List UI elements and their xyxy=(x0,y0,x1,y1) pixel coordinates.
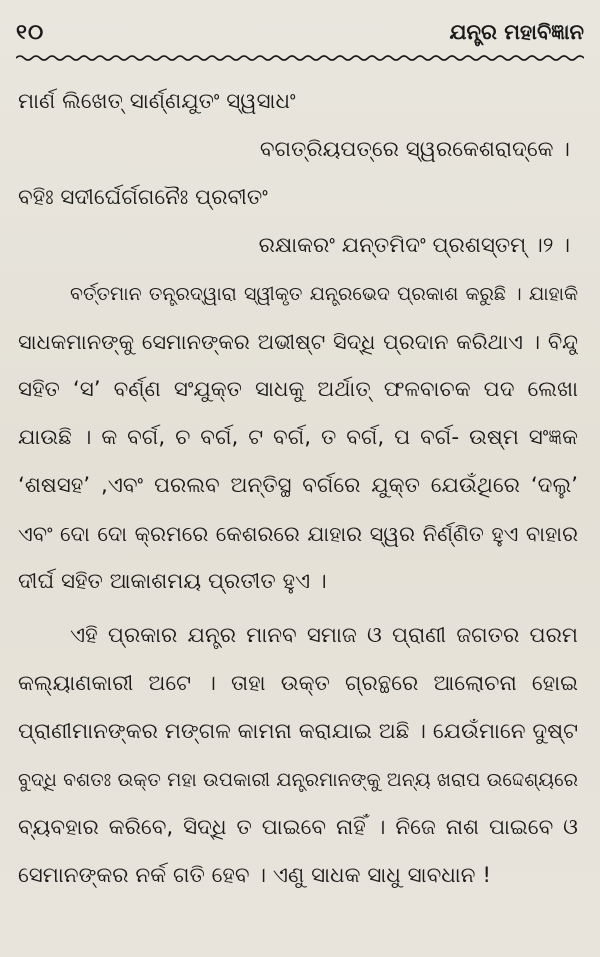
verse-line-3: ବହିଃ ସଦୀର୍ଘେର୍ଗଗନୈଃ ପ୍ରବୀତଂ xyxy=(18,185,268,210)
verse-line-1: ମାର୍ଣ ଲିଖେତ୍ ସାର୍ଣ୍ଣଯୁତଂ ସ୍ୱସାଧଂ xyxy=(18,89,296,114)
paragraph-1-line-6: ଏବଂ ଦୋ ଦୋ କ୍ରମରେ କେଶରରେ ଯାହାର ସ୍ୱର ନିର୍ଣ୍ଣିତ ହୁଏ ବାହାର xyxy=(18,522,578,546)
running-title: ଯନ୍ତ୍ର ମହାବିଜ୍ଞାନ xyxy=(449,19,584,44)
paragraph-2-line-6: ସେମାନଙ୍କର ନର୍କ ଗତି ହେବ । ଏଣୁ ସାଧକ ସାଧୁ ସାବଧାନ ! xyxy=(18,863,491,888)
paragraph-1-line-4: ଯାଉଛି । କ ବର୍ଗ, ଚ ବର୍ଗ, ଟ ବର୍ଗ, ତ ବର୍ଗ, ପ ବର୍ଗ- ଉଷ୍ମ ସଂଜ୍ଞକ xyxy=(18,425,578,450)
paragraph-2-line-4: ବୁଦ୍ଧି ବଶତଃ ଉକ୍ତ ମହା ଉପକାରୀ ଯନ୍ତ୍ରମାନଙ୍କୁ ଅନ୍ୟ ଖରାପ ଉଦ୍ଦେଶ୍ୟରେ xyxy=(18,769,578,791)
verse-line-2: ବଗତ୍ରିୟପତ୍ରେ ସ୍ୱରକେଶରାଦ୍‌କେ । xyxy=(259,137,570,162)
paragraph-2-line-5: ବ୍ୟବହାର କରିବେ, ସିଦ୍ଧି ତ ପାଇବେ ନାହିଁ । ନିଜେ ନାଶ ପାଇବେ ଓ xyxy=(18,815,578,840)
paragraph-1-line-2: ସାଧକମାନଙ୍କୁ ସେମାନଙ୍କର ଅଭୀଷ୍ଟ ସିଦ୍ଧି ପ୍ରଦାନ କରିଥାଏ । ବିନ୍ଦୁ xyxy=(18,330,578,354)
paragraph-1-line-1: ବର୍ତ୍ତମାନ ତନ୍ତ୍ରଦ୍ୱାରା ସ୍ୱୀକୃତ ଯନ୍ତ୍ରଭେଦ ପ୍ରକାଶ କରୁଛି । ଯାହାକି xyxy=(70,283,578,305)
paragraph-1-line-7: ଦୀର୍ଘ ସହିତ ଆକାଶମୟ ପ୍ରତୀତ ହୁଏ । xyxy=(18,569,327,594)
paragraph-1-line-5: ‘ଶଷସହ’ ,ଏବଂ ପରଲବ ଅନ୍ତିସ୍ଥ ବର୍ଗରେ ଯୁକ୍ତ ଯେଉଁଥିରେ ‘ଦଲୁ’ xyxy=(18,473,578,498)
paragraph-2-line-1: ଏହି ପ୍ରକାର ଯନ୍ତ୍ର ମାନବ ସମାଜ ଓ ପ୍ରାଣୀ ଜଗତର ପରମ xyxy=(70,623,578,648)
paragraph-1-line-3: ସହିତ ‘ସ’ ବର୍ଣ୍ଣ ସଂଯୁକ୍ତ ସାଧକୁ ଅର୍ଥାତ୍ ଫଳବାଚକ ପଦ ଲେଖା xyxy=(18,377,578,402)
verse-line-4: ରକ୍ଷାକରଂ ଯନ୍ତମିଦଂ ପ୍ରଶସ୍ତମ୍ ।୨ । xyxy=(258,233,570,258)
paragraph-2-line-3: ପ୍ରାଣୀମାନଙ୍କର ମଙ୍ଗଳ କାମନା କରାଯାଇ ଅଛି । ଯେଉଁମାନେ ଦୁଷ୍ଟ xyxy=(18,719,578,744)
main-text xyxy=(18,78,578,900)
paragraph-2-line-2: କଲ୍ୟାଣକାରୀ ଅଟେ । ତାହା ଉକ୍ତ ଗ୍ରନ୍ଥରେ ଆଲୋଚନା ହୋଇ xyxy=(18,671,578,696)
page-number: ୧୦ xyxy=(16,19,45,44)
header-divider xyxy=(16,54,584,62)
page-header xyxy=(16,14,584,50)
